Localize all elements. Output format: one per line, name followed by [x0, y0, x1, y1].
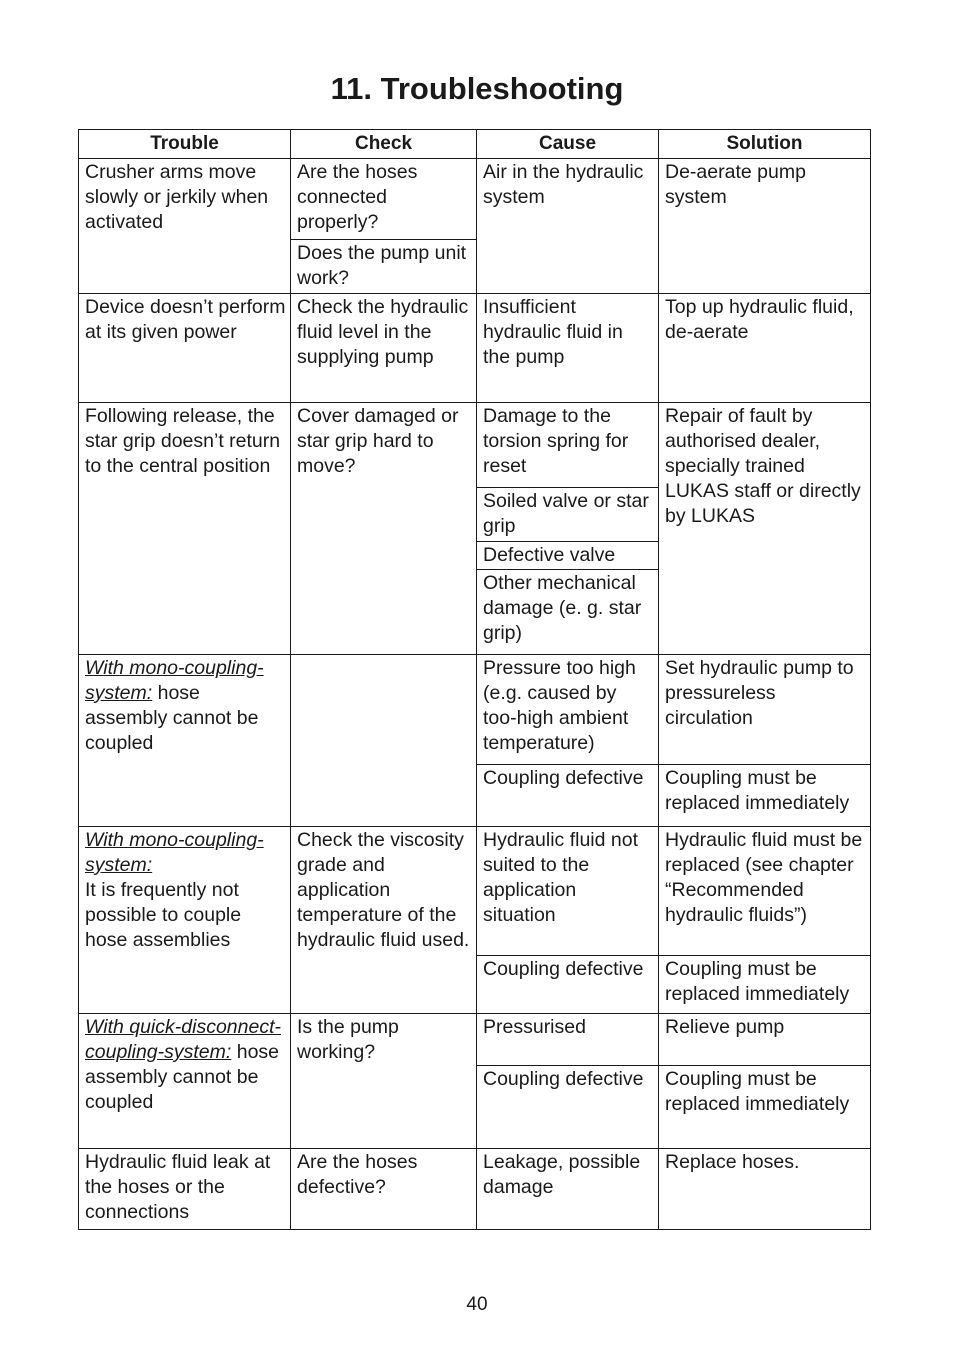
solution-cell: Coupling must be replaced immediately — [659, 1066, 871, 1149]
solution-cell: Coupling must be replaced immediately — [659, 765, 871, 827]
trouble-text: hose assembly cannot be coupled — [85, 682, 259, 754]
table-row — [79, 1014, 871, 1066]
check-cell: Are the hoses defective? — [291, 1149, 477, 1230]
table-row — [79, 403, 871, 488]
trouble-cell — [79, 827, 291, 1014]
header-cause: Cause — [477, 130, 659, 159]
solution-cell: Set hydraulic pump to pressureless circulation — [659, 655, 871, 765]
solution-cell: De-aerate pump system — [659, 159, 871, 294]
cause-cell: Insufficient hydraulic fluid in the pump — [477, 294, 659, 403]
table-header-row — [79, 130, 871, 159]
solution-cell: Top up hydraulic fluid, de-aerate — [659, 294, 871, 403]
trouble-text: hose assembly cannot be coupled — [85, 1041, 280, 1113]
trouble-cell — [79, 1014, 291, 1149]
solution-cell: Relieve pump — [659, 1014, 871, 1066]
trouble-emphasis: With mono-coupling-system: — [85, 657, 264, 704]
check-cell: Are the hoses connected properly? — [291, 159, 477, 240]
table-row — [79, 655, 871, 765]
header-trouble: Trouble — [79, 130, 291, 159]
cause-cell: Defective valve — [477, 542, 659, 570]
table-row — [79, 1149, 871, 1230]
trouble-cell: Crusher arms move slowly or jerkily when activated — [79, 159, 291, 294]
header-check: Check — [291, 130, 477, 159]
check-cell: Check the hydraulic fluid level in the supplying pump — [291, 294, 477, 403]
solution-cell: Repair of fault by authorised dealer, specially trained LUKAS staff or directly by LUKAS — [659, 403, 871, 655]
check-cell: Check the viscosity grade and application temperature of the hydraulic fluid used. — [291, 827, 477, 1014]
cause-cell: Pressurised — [477, 1014, 659, 1066]
table-row — [79, 294, 871, 403]
trouble-cell: Following release, the star grip doesn’t return to the central position — [79, 403, 291, 655]
troubleshooting-table — [78, 129, 871, 1230]
solution-cell: Hydraulic fluid must be replaced (see chapter “Recommended hydraulic fluids”) — [659, 827, 871, 956]
solution-cell: Replace hoses. — [659, 1149, 871, 1230]
header-solution: Solution — [659, 130, 871, 159]
cause-cell: Damage to the torsion spring for reset — [477, 403, 659, 488]
check-cell — [291, 655, 477, 827]
trouble-text: It is frequently not possible to couple hose assemblies — [85, 879, 242, 951]
cause-cell: Air in the hydraulic system — [477, 159, 659, 294]
check-cell: Does the pump unit work? — [291, 240, 477, 294]
check-cell: Cover damaged or star grip hard to move? — [291, 403, 477, 655]
trouble-emphasis: With quick-disconnect-coupling-system: — [85, 1016, 281, 1063]
cause-cell: Hydraulic fluid not suited to the application situation — [477, 827, 659, 956]
cause-cell: Leakage, possible damage — [477, 1149, 659, 1230]
cause-cell: Coupling defective — [477, 956, 659, 1014]
solution-cell: Coupling must be replaced immediately — [659, 956, 871, 1014]
cause-cell: Other mechanical damage (e. g. star grip) — [477, 570, 659, 655]
cause-cell: Coupling defective — [477, 1066, 659, 1149]
cause-cell: Soiled valve or star grip — [477, 488, 659, 542]
cause-cell: Coupling defective — [477, 765, 659, 827]
page-title: 11. Troubleshooting — [330, 71, 624, 106]
trouble-emphasis: With mono-coupling-system: — [85, 829, 264, 876]
trouble-cell: Device doesn’t perform at its given power — [79, 294, 291, 403]
trouble-cell: Hydraulic fluid leak at the hoses or the connections — [79, 1149, 291, 1230]
check-cell: Is the pump working? — [291, 1014, 477, 1149]
page-number: 40 — [466, 1294, 488, 1315]
table-row — [79, 159, 871, 240]
trouble-cell — [79, 655, 291, 827]
cause-cell: Pressure too high (e.g. caused by too-high ambient temperature) — [477, 655, 659, 765]
table-row — [79, 827, 871, 956]
